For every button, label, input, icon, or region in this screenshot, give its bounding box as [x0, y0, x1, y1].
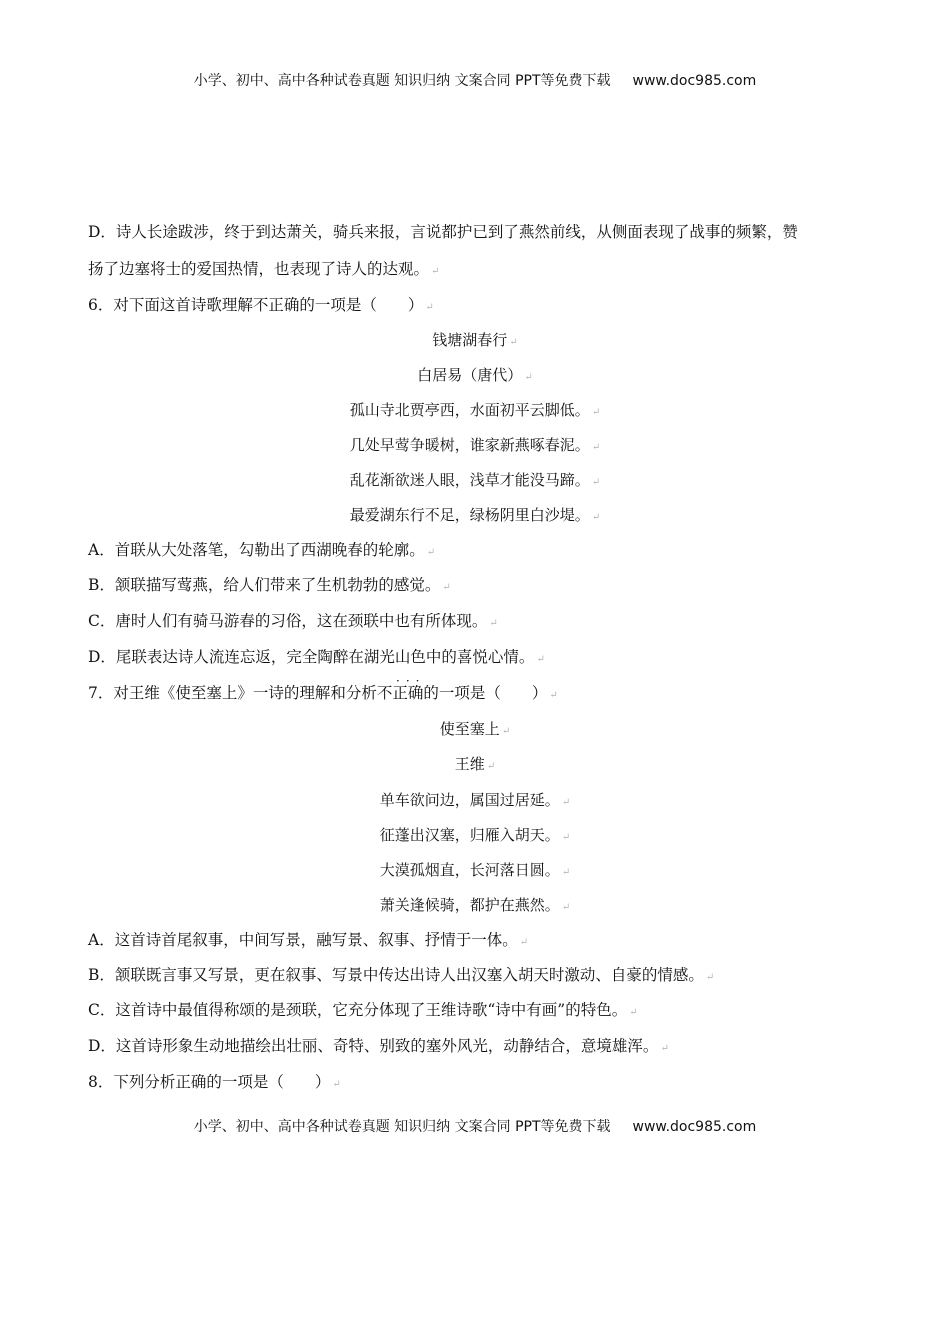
page-header	[0, 70, 950, 90]
q7-poem-line: 大漠孤烟直，长河落日圆。 ↵	[379, 861, 571, 879]
header-text: 小学、初中、高中各种试卷真题 知识归纳 文案合同 PPT等免费下载	[193, 73, 611, 89]
header-url[interactable]: www.doc985.com	[632, 73, 757, 89]
q6-poem-line: 最爱湖东行不足，绿杨阴里白沙堤。 ↵	[349, 506, 601, 524]
q6-poem-author: 白居易（唐代） ↵	[417, 366, 533, 384]
emphasis-dots: ···	[396, 674, 426, 688]
footer-url[interactable]: www.doc985.com	[632, 1119, 757, 1135]
q6-poem-title: 钱塘湖春行 ↵	[432, 331, 518, 349]
q7-stem: 7．对王维《使至塞上》一诗的理解和分析不正确的一项是（ ） ↵	[88, 684, 558, 702]
page-footer	[0, 1116, 950, 1136]
q6-poem-line: 几处早莺争暖树，谁家新燕啄春泥。 ↵	[349, 436, 601, 454]
q8-stem: 8．下列分析正确的一项是（ ） ↵	[88, 1073, 341, 1091]
q7-option-a: A．这首诗首尾叙事，中间写景，融写景、叙事、抒情于一体。 ↵	[88, 931, 529, 949]
q7-poem-author: 王维 ↵	[454, 755, 496, 773]
q7-poem-line: 单车欲问边，属国过居延。 ↵	[379, 791, 571, 809]
q6-stem: 6．对下面这首诗歌理解不正确的一项是（ ） ↵	[88, 296, 434, 314]
q7-option-c: C．这首诗中最值得称颂的是颈联，它充分体现了王维诗歌“诗中有画”的特色。 ↵	[88, 1001, 638, 1019]
q6-option-b: B．颔联描写莺燕，给人们带来了生机勃勃的感觉。 ↵	[88, 576, 451, 594]
q7-poem-line: 萧关逢候骑，都护在燕然。 ↵	[379, 896, 571, 914]
q6-option-c: C．唐时人们有骑马游春的习俗，这在颈联中也有所体现。 ↵	[88, 612, 498, 630]
q6-poem-line: 孤山寺北贾亭西，水面初平云脚低。 ↵	[349, 401, 601, 419]
q6-option-d: D．尾联表达诗人流连忘返，完全陶醉在湖光山色中的喜悦心情。 ↵	[88, 648, 545, 666]
footer-text: 小学、初中、高中各种试卷真题 知识归纳 文案合同 PPT等免费下载	[193, 1119, 611, 1135]
prev-option-d-line1: D．诗人长途跋涉，终于到达萧关，骑兵来报，言说都护已到了燕然前线，从侧面表现了战事的频繁，赞	[88, 223, 798, 241]
q7-poem-line: 征蓬出汉塞，归雁入胡天。 ↵	[379, 826, 571, 844]
q6-option-a: A．首联从大处落笔，勾勒出了西湖晚春的轮廓。 ↵	[88, 541, 436, 559]
q6-poem-line: 乱花渐欲迷人眼，浅草才能没马蹄。 ↵	[349, 471, 601, 489]
q7-option-d: D．这首诗形象生动地描绘出壮丽、奇特、别致的塞外风光，动静结合，意境雄浑。 ↵	[88, 1037, 669, 1055]
q7-poem-title: 使至塞上 ↵	[439, 720, 511, 738]
prev-option-d-line2: 扬了边塞将士的爱国热情，也表现了诗人的达观。 ↵	[88, 260, 440, 278]
q7-option-b: B．颔联既言事又写景，更在叙事、写景中传达出诗人出汉塞入胡天时激动、自豪的情感。 ↵	[88, 966, 715, 984]
